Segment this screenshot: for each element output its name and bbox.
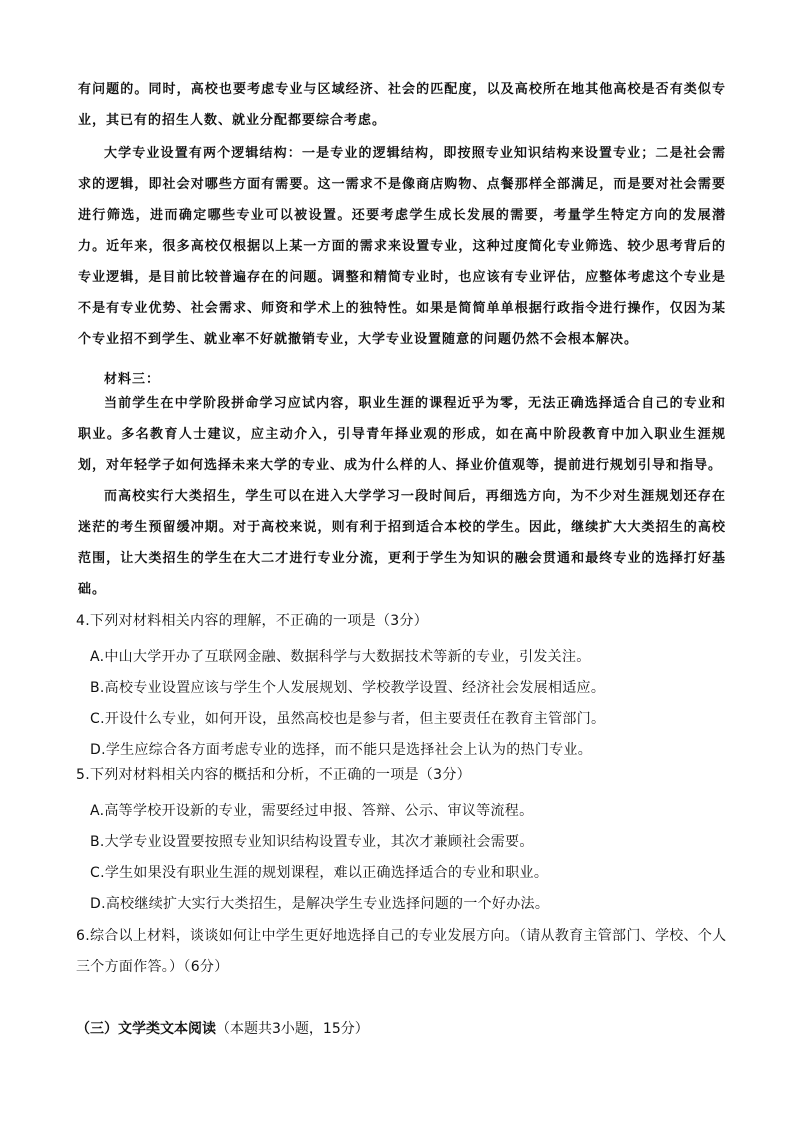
question-4-option-d: D.学生应综合各方面考虑专业的选择，而不能只是选择社会上认为的热门专业。	[90, 742, 593, 758]
question-4-stem: 4.下列对材料相关内容的理解，不正确的一项是（3分）	[76, 613, 429, 629]
question-5-stem: 5.下列对材料相关内容的概括和分析，不正确的一项是（3分）	[76, 767, 471, 783]
section-heading	[76, 1018, 369, 1040]
section-title: （三）文学类文本阅读	[76, 1021, 216, 1037]
question-4-option-b: B.高校专业设置应该与学生个人发展规划、学校教学设置、经济社会发展相适应。	[90, 680, 606, 696]
question-5-option-c: C.学生如果没有职业生涯的规划课程，难以正确选择适合的专业和职业。	[90, 865, 549, 881]
question-4-option-c: C.开设什么专业，如何开设，虽然高校也是参与者，但主要责任在教育主管部门。	[90, 711, 606, 727]
material-two-continued: 有问题的。同时，高校也要考虑专业与区域经济、社会的匹配度，以及高校所在地其他高校是否有类似专业，其已有的招生人数、就业分配都要综合考虑。	[78, 82, 726, 128]
section-note: （本题共3小题，15分）	[216, 1021, 369, 1037]
question-6-stem: 6.综合以上材料，谈谈如何让中学生更好地选择自己的专业发展方向。（请从教育主管部门、学校、个人三个方面作答。）（6分）	[76, 928, 727, 975]
material-three-paragraph-1: 当前学生在中学阶段拼命学习应试内容，职业生涯的课程近乎为零，无法正确选择适合自己的专业和职业。多名教育人士建议，应主动介入，引导青年择业观的形成，如在高中阶段教育中加入职业生涯规划，对年轻学子如何选择未来大学的专业、成为什么样的人、择业价值观等，提前进行规划引导和指导。	[78, 396, 726, 473]
material-two-paragraph: 大学专业设置有两个逻辑结构：一是专业的逻辑结构，即按照专业知识结构来设置专业；二是社会需求的逻辑，即社会对哪些方面有需要。这一需求不是像商店购物、点餐那样全部满足，而是要对社会需要进行筛选，进而确定哪些专业可以被设置。还要考虑学生成长发展的需要，考量学生特定方向的发展潜力。近年来，很多高校仅根据以上某一方面的需求来设置专业，这种过度简化专业筛选、较少思考背后的专业逻辑，是目前比较普遍存在的问题。调整和精简专业时，也应该有专业评估，应整体考虑这个专业是不是有专业优势、社会需求、师资和学术上的独特性。如果是简简单单根据行政指令进行操作，仅因为某个专业招不到学生、就业率不好就撤销专业，大学专业设置随意的问题仍然不会根本解决。	[78, 146, 726, 347]
question-5-option-d: D.高校继续扩大实行大类招生，是解决学生专业选择问题的一个好办法。	[90, 896, 550, 912]
question-4-option-a: A.中山大学开办了互联网金融、数据科学与大数据技术等新的专业，引发关注。	[90, 649, 591, 665]
question-5-option-a: A.高等学校开设新的专业，需要经过申报、答辩、公示、审议等流程。	[90, 803, 534, 819]
material-three-label: 材料三：	[104, 372, 161, 387]
material-three-paragraph-2: 而高校实行大类招生，学生可以在进入大学学习一段时间后，再细选方向，为不少对生涯规划还存在迷茫的考生预留缓冲期。对于高校来说，则有利于招到适合本校的学生。因此，继续扩大大类招生的高校范围，让大类招生的学生在大二才进行专业分流，更利于学生为知识的融会贯通和最终专业的选择打好基础。	[78, 489, 726, 597]
question-5-option-b: B.大学专业设置要按照专业知识结构设置专业，其次才兼顾社会需要。	[90, 834, 534, 850]
